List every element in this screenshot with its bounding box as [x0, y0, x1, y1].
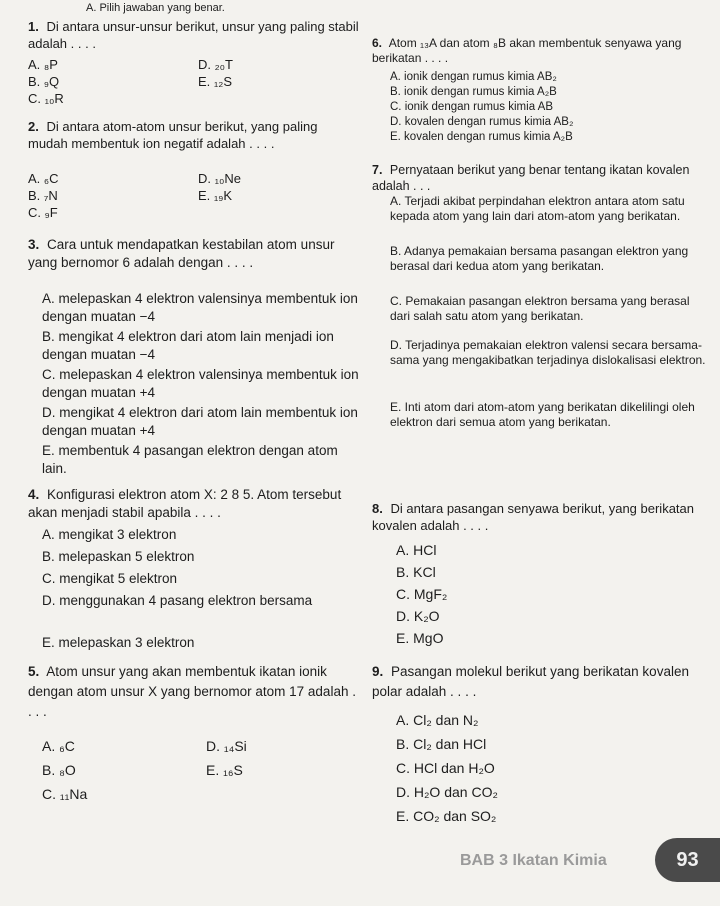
question-text: Pasangan molekul berikut yang berikatan kovalen polar adalah . . . . [372, 664, 689, 699]
chapter-footer: BAB 3 Ikatan Kimia [460, 852, 607, 869]
question-2 [28, 118, 360, 152]
question-text: Cara untuk mendapatkan kestabilan atom unsur yang bernomor 6 adalah dengan . . . . [28, 237, 335, 270]
question-number: 3. [28, 237, 40, 252]
option-b[interactable]: B. melepaskan 5 elektron [42, 549, 195, 564]
option-d[interactable]: D. kovalen dengan rumus kimia AB₂ [390, 116, 574, 128]
question-3 [28, 236, 360, 272]
option-b[interactable]: B. ionik dengan rumus kimia A₂B [390, 86, 557, 98]
option-e[interactable]: E. ₁₉K [198, 188, 233, 203]
question-4 [28, 486, 360, 522]
option-b[interactable]: B. ₈O [42, 762, 76, 778]
option-d[interactable]: D. ₂₀T [198, 57, 233, 72]
option-c[interactable]: C. ₁₀R [28, 91, 64, 106]
question-text: Di antara atom-atom unsur berikut, yang paling mudah membentuk ion negatif adalah . . . . [28, 119, 318, 151]
question-number: 4. [28, 487, 40, 502]
question-text: Pernyataan berikut yang benar tentang ikatan kovalen adalah . . . [372, 163, 690, 193]
option-b[interactable]: B. ₉Q [28, 74, 60, 89]
option-c[interactable]: C. HCl dan H₂O [396, 760, 495, 776]
option-a[interactable]: A. mengikat 3 elektron [42, 527, 177, 542]
option-d[interactable]: D. ₁₀Ne [198, 171, 242, 186]
header-text: A. Pilih jawaban yang benar. [86, 2, 225, 14]
option-e[interactable]: E. kovalen dengan rumus kimia A₂B [390, 131, 573, 143]
option-b[interactable]: B. Cl₂ dan HCl [396, 736, 487, 752]
option-e[interactable]: E. ₁₆S [206, 762, 243, 778]
option-c[interactable]: C. MgF₂ [396, 586, 448, 602]
option-d[interactable]: D. Terjadinya pemakaian elektron valensi secara bersama-sama yang mengakibatkan terjadinya dislokalisasi elektron. [390, 338, 706, 367]
question-text: Di antara pasangan senyawa berikut, yang berikatan kovalen adalah . . . . [372, 501, 694, 533]
question-text: Atom unsur yang akan membentuk ikatan ionik dengan atom unsur X yang bernomor atom 17 adalah . . . . [28, 664, 356, 719]
option-a[interactable]: A. ₆C [42, 738, 75, 754]
option-d[interactable]: D. ₁₄Si [206, 738, 247, 754]
option-c[interactable]: C. ionik dengan rumus kimia AB [390, 101, 553, 113]
question-text: Di antara unsur-unsur berikut, unsur yang paling stabil adalah . . . . [28, 19, 359, 51]
option-b[interactable]: B. mengikat 4 elektron dari atom lain menjadi ion dengan muatan −4 [42, 329, 334, 362]
question-number: 8. [372, 501, 383, 516]
question-number: 2. [28, 119, 39, 134]
option-c[interactable]: C. melepaskan 4 elektron valensinya membentuk ion dengan muatan +4 [42, 367, 359, 400]
question-5 [28, 662, 360, 722]
question-text: Atom ₁₃A dan atom ₈B akan membentuk senyawa yang berikatan . . . . [372, 36, 682, 65]
question-number: 1. [28, 19, 39, 34]
option-d[interactable]: D. K₂O [396, 608, 440, 624]
option-a[interactable]: A. ₆C [28, 171, 59, 186]
option-b[interactable]: B. Adanya pemakaian bersama pasangan elektron yang berasal dari kedua atom yang berikatan. [390, 244, 689, 273]
question-1 [28, 18, 360, 52]
question-text: Konfigurasi elektron atom X: 2 8 5. Atom tersebut akan menjadi stabil apabila . . . . [28, 487, 342, 520]
option-c[interactable]: C. mengikat 5 elektron [42, 571, 178, 586]
option-d[interactable]: D. H₂O dan CO₂ [396, 784, 498, 800]
question-number: 9. [372, 664, 384, 679]
option-e[interactable]: E. membentuk 4 pasangan elektron dengan atom lain. [42, 443, 338, 476]
option-e[interactable]: E. melepaskan 3 elektron [42, 635, 195, 650]
option-b[interactable]: B. KCl [396, 564, 436, 580]
option-e[interactable]: E. CO₂ dan SO₂ [396, 808, 497, 824]
page-header-fragment [0, 0, 720, 16]
option-a[interactable]: A. ₈P [28, 57, 58, 72]
option-e[interactable]: E. MgO [396, 630, 444, 646]
question-6 [372, 36, 712, 66]
option-c[interactable]: C. Pemakaian pasangan elektron bersama yang berasal dari salah satu atom yang berikatan. [390, 294, 690, 323]
option-d[interactable]: D. mengikat 4 elektron dari atom lain membentuk ion dengan muatan +4 [42, 405, 358, 438]
option-c[interactable]: C. ₉F [28, 205, 58, 220]
option-a[interactable]: A. Cl₂ dan N₂ [396, 712, 479, 728]
question-number: 5. [28, 664, 40, 679]
question-9 [372, 662, 712, 702]
option-b[interactable]: B. ₇N [28, 188, 58, 203]
question-number: 6. [372, 36, 383, 50]
page-number-badge: 93 [655, 838, 720, 882]
option-a[interactable]: A. ionik dengan rumus kimia AB₂ [390, 71, 557, 83]
option-e[interactable]: E. Inti atom dari atom-atom yang berikatan dikelilingi oleh elektron dari semua atom yang berikatan. [390, 400, 695, 429]
option-a[interactable]: A. Terjadi akibat perpindahan elektron antara atom satu kepada atom yang lain dari atom-atom yang berikatan. [390, 194, 685, 223]
option-a[interactable]: A. melepaskan 4 elektron valensinya membentuk ion dengan muatan −4 [42, 291, 358, 324]
option-c[interactable]: C. ₁₁Na [42, 786, 88, 802]
question-8 [372, 500, 712, 534]
option-e[interactable]: E. ₁₂S [198, 74, 232, 89]
question-7 [372, 162, 712, 194]
option-d[interactable]: D. menggunakan 4 pasang elektron bersama [42, 593, 313, 608]
question-number: 7. [372, 163, 383, 177]
option-a[interactable]: A. HCl [396, 542, 437, 558]
